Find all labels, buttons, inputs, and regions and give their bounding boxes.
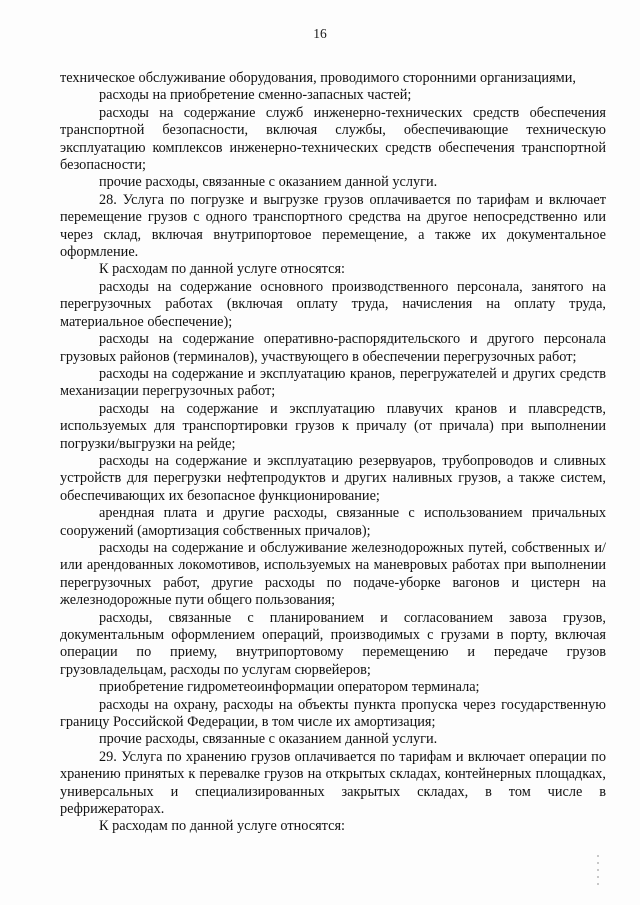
paragraph: К расходам по данной услуге относятся: [99, 818, 345, 835]
paragraph: расходы на содержание и обслуживание железнодорожных путей, собственных и/или арендованных локомотивов, используемых на маневровых работах при выполнении перегрузочных работ, другие расходы по подаче-уборке вагонов и цистерн на железнодорожные пути общего пользования; [60, 539, 606, 609]
paragraph: расходы на содержание и эксплуатацию плавучих кранов и плавсредств, используемых для транспортировки грузов к причалу (от причала) при выполнении погрузки/выгрузки на рейде; [60, 400, 606, 452]
paragraph: расходы на содержание служб инженерно-технических средств обеспечения транспортной безопасности, включая службы, обеспечивающие техническую эксплуатацию комплексов инженерно-технических средств обеспечения транспортной безопасности; [60, 104, 606, 174]
paragraph: расходы, связанные с планированием и согласованием завоза грузов, документальным оформлением операций, производимых с грузами в порту, включая операции по приему, внутрипортовому перемещению и передаче грузов грузовладельцам, расходы по услугам сюрвейеров; [60, 609, 606, 678]
paragraph: 29. Услуга по хранению грузов оплачивается по тарифам и включает операции по хранению принятых к перевалке грузов на открытых складах, контейнерных площадках, универсальных и специализированных закрытых складах, в том числе в рефрижераторах. [60, 748, 606, 818]
scan-margin-mark [597, 855, 599, 885]
paragraph: расходы на содержание и эксплуатацию резервуаров, трубопроводов и сливных устройств для перегрузки нефтепродуктов и других наливных грузов, а также систем, обеспечивающих их безопасное функционирование; [60, 452, 606, 504]
paragraph: К расходам по данной услуге относятся: [99, 261, 345, 278]
paragraph: прочие расходы, связанные с оказанием данной услуги. [99, 731, 438, 748]
paragraph: 28. Услуга по погрузке и выгрузке грузов оплачивается по тарифам и включает перемещение грузов с одного транспортного средства на другое непосредственно или через склад, включая внутрипортовое перемещение, а также их документальное оформление. [60, 191, 606, 261]
paragraph: расходы на содержание оперативно-распорядительского и другого персонала грузовых районов (терминалов), участвующего в обеспечении перегрузочных работ; [60, 331, 606, 365]
paragraph: прочие расходы, связанные с оказанием данной услуги. [99, 174, 438, 191]
paragraph: расходы на содержание основного производственного персонала, занятого на перегрузочных работах (включая оплату труда, начисления на оплату труда, материальное обеспечение); [60, 278, 606, 330]
paragraph: арендная плата и другие расходы, связанные с использованием причальных сооружений (амортизация собственных причалов); [60, 505, 606, 539]
paragraph: приобретение гидрометеоинформации оператором терминала; [99, 679, 480, 696]
paragraph: расходы на охрану, расходы на объекты пункта пропуска через государственную границу Российской Федерации, в том числе их амортизация; [60, 696, 606, 731]
paragraph: техническое обслуживание оборудования, проводимого сторонними организациями, [60, 70, 576, 86]
page-number: 16 [313, 26, 327, 41]
document-body [60, 70, 606, 836]
paragraph: расходы на содержание и эксплуатацию кранов, перегружателей и других средств механизации перегрузочных работ; [60, 365, 606, 400]
paragraph: расходы на приобретение сменно-запасных частей; [99, 87, 412, 104]
